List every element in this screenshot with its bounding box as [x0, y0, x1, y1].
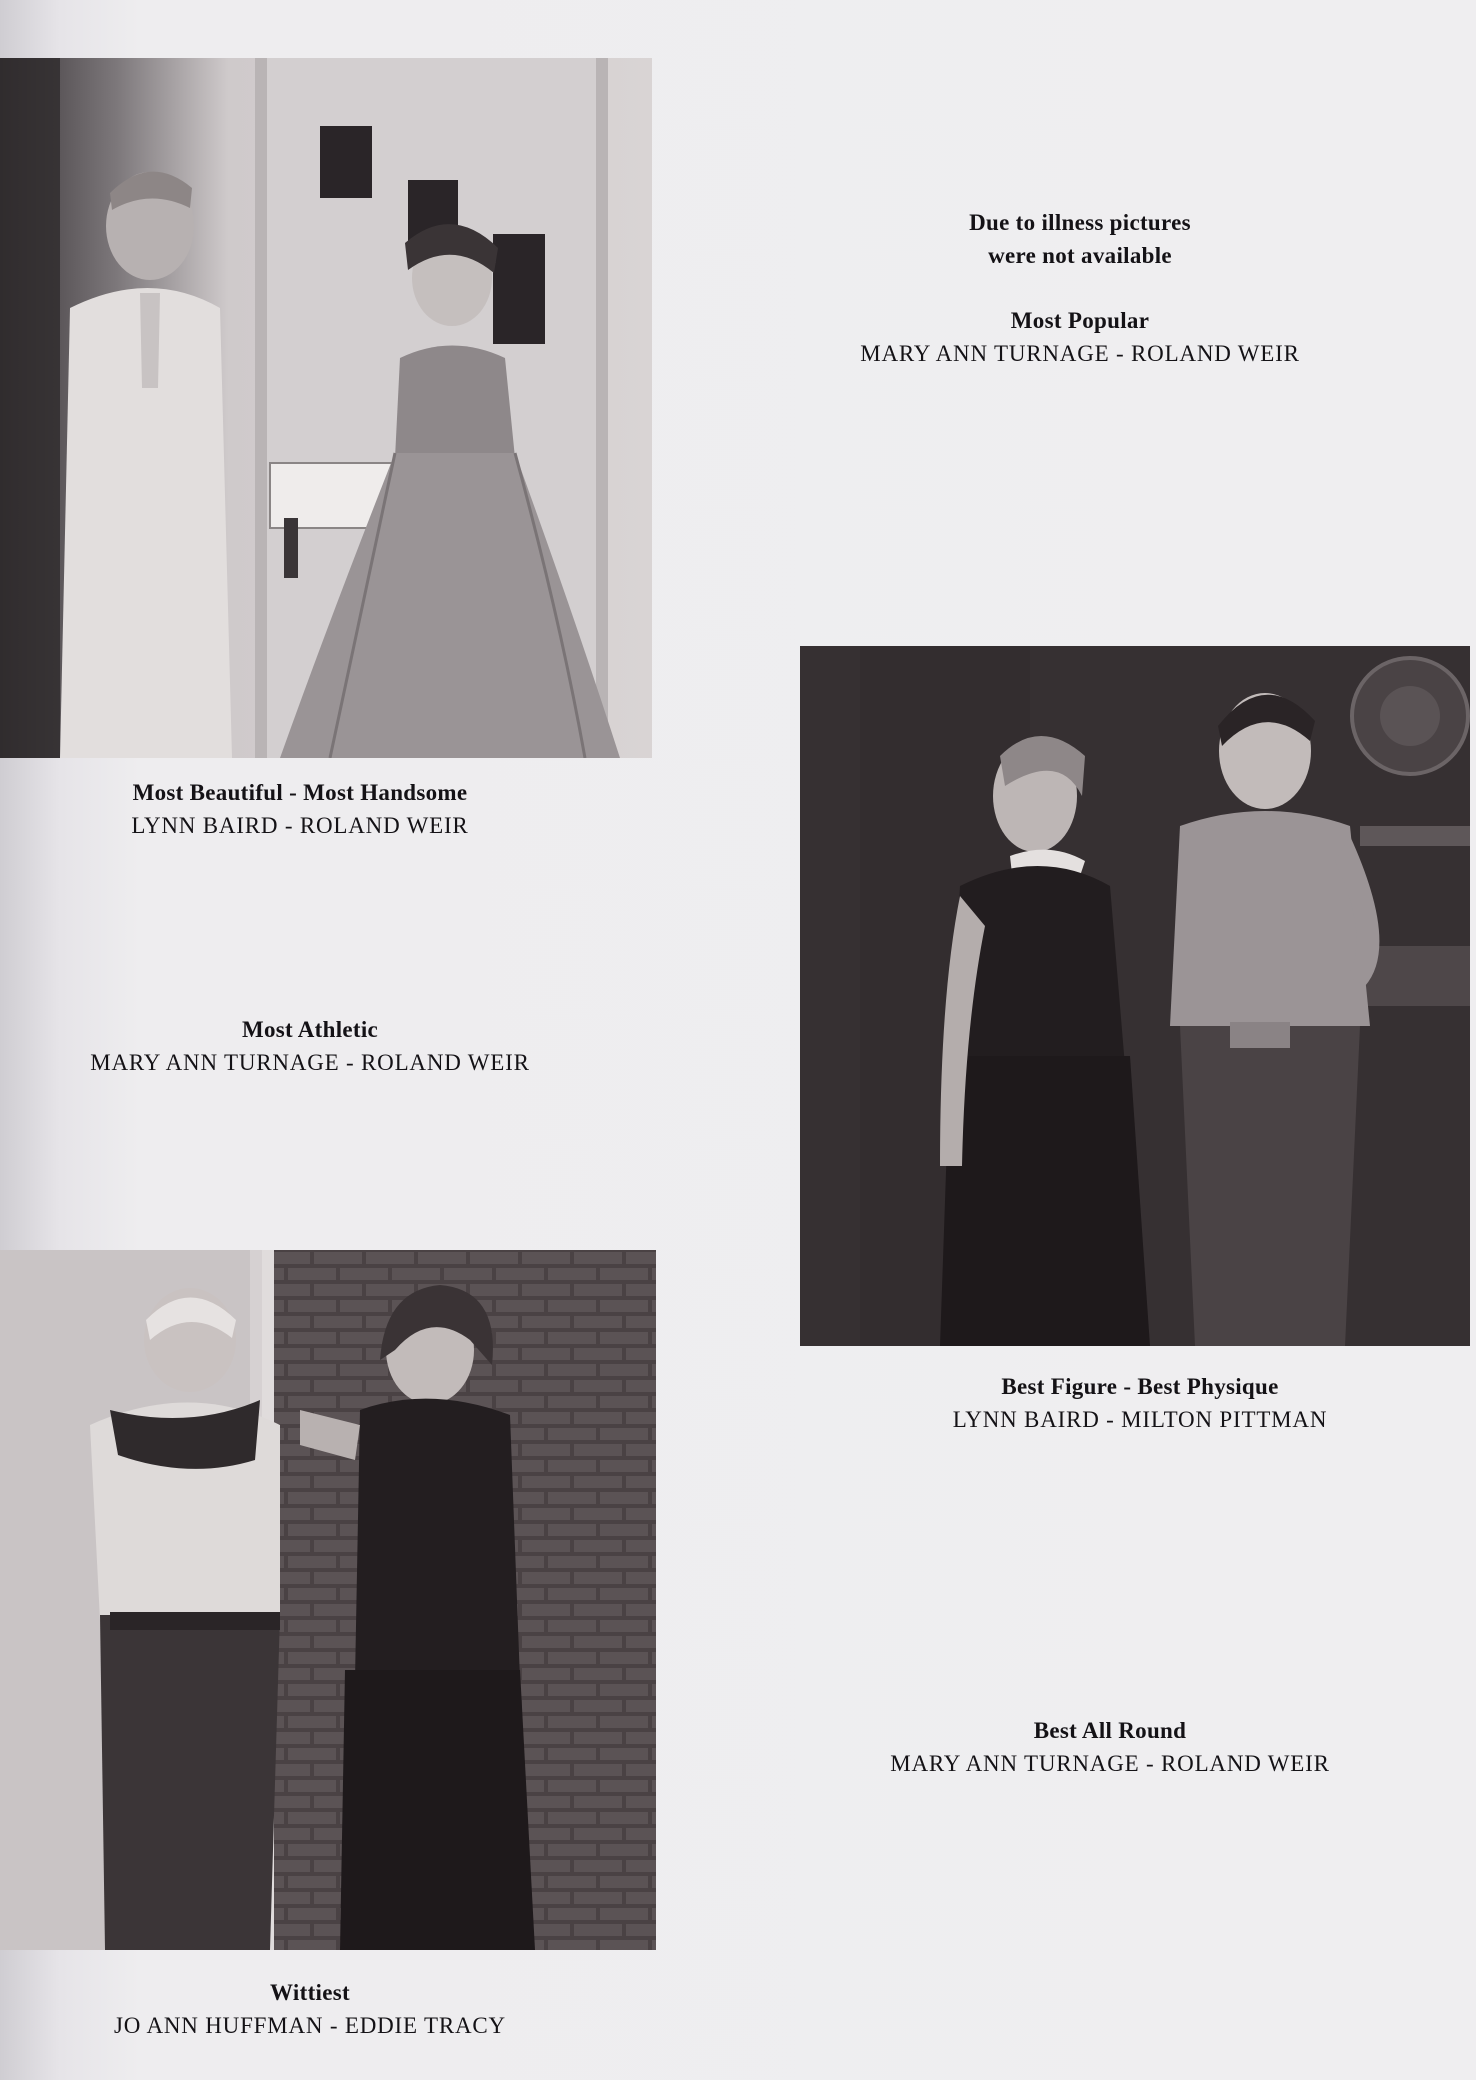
caption-best-figure-physique	[860, 1370, 1420, 1436]
illness-notice	[820, 206, 1340, 272]
photo-brick-wall-scene	[0, 1250, 656, 1950]
award-title: Best Figure - Best Physique	[1001, 1374, 1279, 1399]
caption-best-all-round	[820, 1714, 1400, 1780]
photo-door-scene	[0, 58, 652, 758]
notice-line-2: were not available	[988, 243, 1172, 268]
caption-wittiest	[60, 1976, 560, 2042]
photo-best-figure-physique	[800, 646, 1470, 1346]
photo-classroom-scene	[800, 646, 1470, 1346]
notice-line-1: Due to illness pictures	[969, 210, 1191, 235]
award-title: Best All Round	[1033, 1718, 1187, 1743]
award-names: LYNN BAIRD - MILTON PITTMAN	[952, 1407, 1328, 1432]
photo-wittiest	[0, 1250, 656, 1950]
award-names: LYNN BAIRD - ROLAND WEIR	[131, 813, 469, 838]
caption-most-athletic	[40, 1013, 580, 1079]
award-names: JO ANN HUFFMAN - EDDIE TRACY	[114, 2013, 506, 2038]
photo-most-beautiful-handsome	[0, 58, 652, 758]
caption-most-beautiful-handsome	[60, 776, 540, 842]
award-title: Most Beautiful - Most Handsome	[132, 780, 468, 805]
award-title: Most Popular	[1010, 308, 1150, 333]
caption-most-popular	[800, 304, 1360, 370]
award-names: MARY ANN TURNAGE - ROLAND WEIR	[90, 1050, 530, 1075]
award-names: MARY ANN TURNAGE - ROLAND WEIR	[860, 341, 1300, 366]
award-names: MARY ANN TURNAGE - ROLAND WEIR	[890, 1751, 1330, 1776]
award-title: Most Athletic	[241, 1017, 379, 1042]
award-title: Wittiest	[270, 1980, 350, 2005]
